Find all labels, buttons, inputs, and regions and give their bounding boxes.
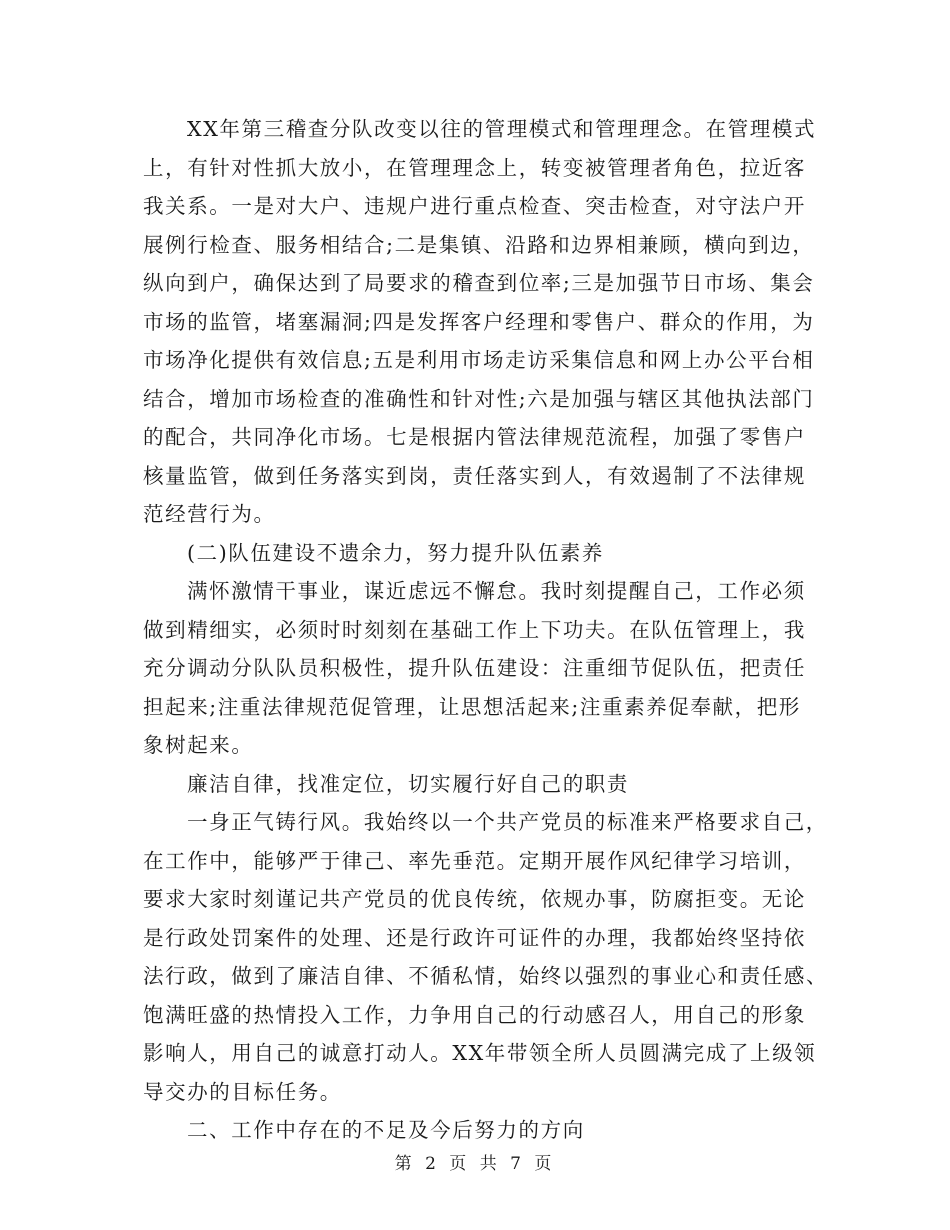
text-line: 法行政，做到了廉洁自律、不循私情，始终以强烈的事业心和责任感、 [143, 964, 829, 988]
text-line: 在工作中，能够严于律己、率先垂范。定期开展作风纪律学习培训， [143, 848, 806, 873]
text-line: 市场净化提供有效信息;五是利用市场走访采集信息和网上办公平台相 [143, 348, 815, 372]
text-line: 结合，增加市场检查的准确性和针对性;六是加强与辖区其他执法部门 [143, 386, 815, 411]
heading-integrity [143, 765, 803, 804]
text-line: 充分调动分队队员积极性，提升队伍建设：注重细节促队伍，把责任 [143, 656, 806, 680]
section-heading: 二、工作中存在的不足及今后努力的方向 [187, 1118, 585, 1142]
text-line: XX年第三稽查分队改变以往的管理模式和管理理念。在管理模式 [187, 117, 817, 141]
text-line: 我关系。一是对大户、违规户进行重点检查、突击检查，对守法户开 [143, 194, 806, 218]
text-line: 满怀激情干事业，谋近虑远不懈怠。我时刻提醒自己，工作必须 [187, 579, 806, 603]
text-line: 要求大家时刻谨记共产党员的优良传统，依规办事，防腐拒变。无论 [143, 887, 806, 911]
text-line: 饱满旺盛的热情投入工作，力争用自己的行动感召人，用自己的形象 [143, 1002, 806, 1027]
text-line: 上，有针对性抓大放小，在管理理念上，转变被管理者角色，拉近客 [143, 155, 806, 180]
text-line: 担起来;注重法律规范促管理，让思想活起来;注重素养促奉献，把形 [143, 694, 801, 719]
section-heading: (二)队伍建设不遗余力，努力提升队伍素养 [187, 540, 604, 565]
text-line: 一身正气铸行风。我始终以一个共产党员的标准来严格要求自己， [187, 810, 828, 834]
text-line: 的配合，共同净化市场。七是根据内管法律规范流程，加强了零售户 [143, 425, 806, 449]
text-line: 核量监管，做到任务落实到岗，责任落实到人，有效遏制了不法律规 [143, 463, 806, 488]
paragraph-management-mode [143, 110, 817, 534]
page-number-footer: 第 2 页 共 7 页 [394, 1154, 556, 1174]
paragraph-integrity [143, 803, 829, 1111]
paragraph-team-building [143, 572, 806, 765]
section-heading: 廉洁自律，找准定位，切实履行好自己的职责 [187, 771, 629, 796]
text-line: 是行政处罚案件的处理、还是行政许可证件的办理，我都始终坚持依 [143, 925, 806, 950]
text-line: 导交办的目标任务。 [143, 1079, 342, 1104]
text-line: 市场的监管，堵塞漏洞;四是发挥客户经理和零售户、群众的作用，为 [143, 309, 815, 334]
heading-shortcomings [143, 1111, 803, 1150]
text-line: 纵向到户，确保达到了局要求的稽查到位率;三是加强节日市场、集会 [143, 271, 815, 295]
heading-team-building [143, 534, 803, 573]
text-line: 做到精细实，必须时时刻刻在基础工作上下功夫。在队伍管理上，我 [143, 617, 806, 642]
text-line: 展例行检查、服务相结合;二是集镇、沿路和边界相兼顾，横向到边， [143, 232, 815, 257]
text-line: 影响人，用自己的诚意打动人。XX年带领全所人员圆满完成了上级领 [143, 1041, 817, 1065]
document-body [143, 110, 829, 1150]
text-line: 范经营行为。 [143, 502, 276, 526]
text-line: 象树起来。 [143, 733, 254, 757]
